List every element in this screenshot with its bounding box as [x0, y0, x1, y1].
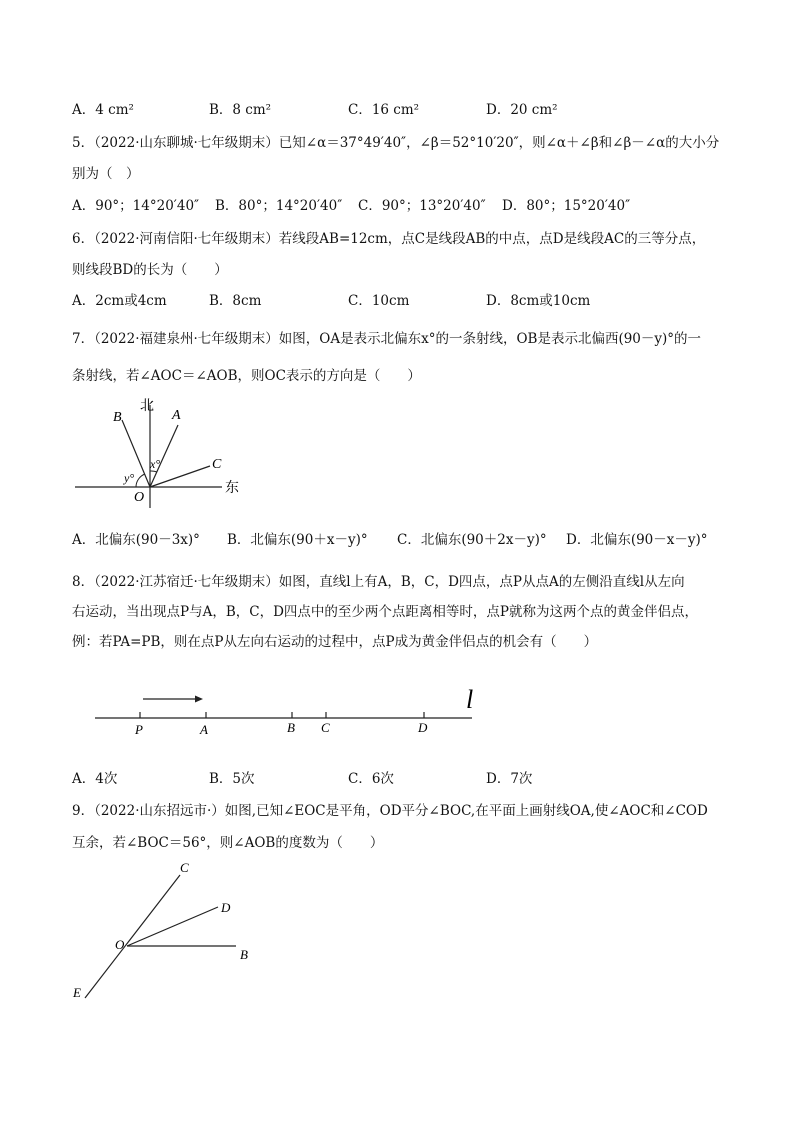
- q5-stem-line2: 别为（ ）: [72, 166, 140, 182]
- label-b: B: [240, 947, 248, 962]
- q4-option-b: B．8 cm²: [209, 102, 272, 118]
- q4-option-a: A．4 cm²: [72, 102, 134, 118]
- label-b: B: [113, 410, 122, 425]
- label-angle-y: y°: [124, 471, 135, 485]
- q8-stem-line3: 例：若PA=PB，则在点P从左向右运动的过程中，点P成为黄金伴侣点的机会有（ ）: [72, 634, 598, 650]
- q9-stem-line2: 互余，若∠BOC＝56°，则∠AOB的度数为（ ）: [72, 835, 384, 851]
- label-c: C: [180, 860, 189, 875]
- label-p: P: [135, 722, 143, 737]
- label-o: O: [134, 490, 145, 505]
- q6-option-b: B．8cm: [209, 293, 262, 309]
- q4-option-d: D．20 cm²: [486, 102, 558, 118]
- label-l: l: [466, 685, 474, 714]
- q8-option-d: D．7次: [486, 771, 533, 787]
- q8-option-b: B．5次: [209, 771, 255, 787]
- label-north: 北: [140, 399, 154, 414]
- label-e: E: [73, 985, 81, 1000]
- label-d: D: [418, 720, 428, 735]
- q8-option-c: C．6次: [348, 771, 394, 787]
- label-d: D: [221, 900, 231, 915]
- label-angle-x: x°: [150, 457, 161, 471]
- q7-option-c: C．北偏东(90＋2x－y)°: [397, 532, 547, 548]
- label-c: C: [321, 720, 330, 735]
- q6-option-c: C．10cm: [348, 293, 410, 309]
- line-ec: [85, 875, 180, 998]
- q7-stem-line1: 7．（2022·福建泉州·七年级期末）如图，OA是表示北偏东x°的一条射线，OB是表示北偏西(90－y)°的一: [72, 331, 702, 347]
- q7-stem-line2: 条射线，若∠AOC＝∠AOB，则OC表示的方向是（ ）: [72, 368, 421, 384]
- q5-stem-line1: 5．（2022·山东聊城·七年级期末）已知∠α＝37°49′40″，∠β＝52°10′20″，则∠α＋∠β和∠β－∠α的大小分: [72, 135, 720, 151]
- q5-option-b: B．80°；14°20′40″: [215, 198, 343, 214]
- q6-stem-line1: 6．（2022·河南信阳·七年级期末）若线段AB=12cm，点C是线段AB的中点，点D是线段AC的三等分点，: [72, 231, 706, 247]
- label-a: A: [172, 408, 181, 423]
- q6-stem-line2: 则线段BD的长为（ ）: [72, 262, 228, 278]
- label-o: O: [115, 937, 125, 952]
- label-c: C: [212, 457, 222, 472]
- label-a: A: [200, 722, 208, 737]
- q6-option-d: D．8cm或10cm: [486, 293, 591, 309]
- q5-option-c: C．90°；13°20′40″: [358, 198, 486, 214]
- q7-option-d: D．北偏东(90－x－y)°: [566, 532, 708, 548]
- label-east: 东: [225, 481, 239, 496]
- q7-option-a: A．北偏东(90－3x)°: [72, 532, 200, 548]
- q6-option-a: A．2cm或4cm: [72, 293, 167, 309]
- q8-option-a: A．4次: [72, 771, 118, 787]
- q5-option-d: D．80°；15°20′40″: [502, 198, 631, 214]
- q9-stem-line1: 9．（2022·山东招远市·）如图,已知∠EOC是平角，OD平分∠BOC,在平面上画射线OA,使∠AOC和∠COD: [72, 803, 708, 819]
- q5-option-a: A．90°；14°20′40″: [72, 198, 200, 214]
- label-b: B: [287, 720, 295, 735]
- q8-stem-line2: 右运动，当出现点P与A，B，C，D四点中的至少两个点距离相等时，点P就称为这两个点的黄金伴侣点，: [72, 604, 698, 620]
- q7-option-b: B．北偏东(90＋x－y)°: [227, 532, 368, 548]
- q4-option-c: C．16 cm²: [348, 102, 420, 118]
- q8-stem-line1: 8．（2022·江苏宿迁·七年级期末）如图，直线l上有A，B，C，D四点，点P从点A的左侧沿直线l从左向: [72, 574, 685, 590]
